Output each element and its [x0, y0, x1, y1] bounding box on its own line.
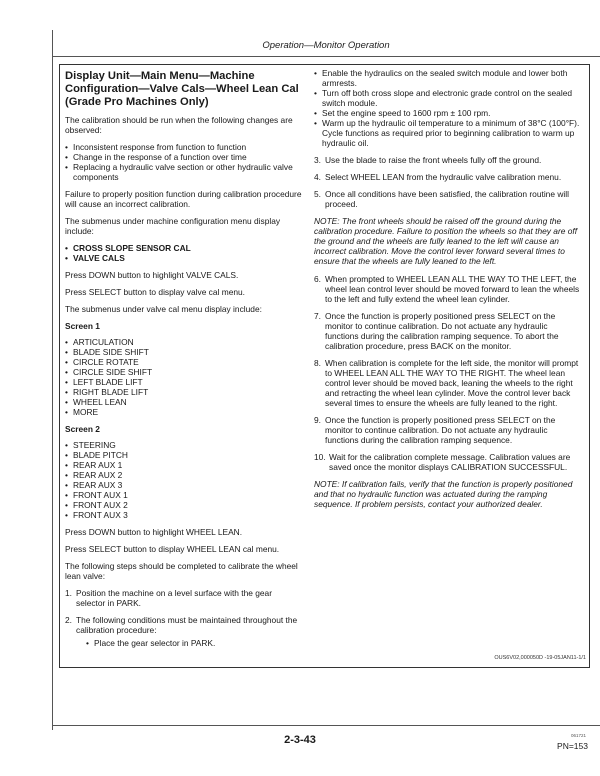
note-2	[314, 479, 582, 509]
pn-label: PN=153	[557, 741, 588, 751]
list-item: • Inconsistent response from function to function	[65, 142, 303, 152]
list-item: • Warm up the hydraulic oil temperature to a minimum of 38°C (100°F). Cycle functions as required prior to beginning calibration to warm up hydraulic oil.	[314, 118, 582, 148]
submenu-intro: The submenus under machine configuration menu display include:	[65, 216, 281, 236]
list-item: • MORE	[65, 407, 303, 417]
step-number: 1.	[65, 588, 72, 598]
intro-text: The calibration should be run when the following changes are observed:	[65, 115, 293, 135]
document-id: OUS6V02,000050D -19-05JAN11-1/1	[494, 655, 586, 661]
list-item: • REAR AUX 3	[65, 480, 303, 490]
list-item: • ARTICULATION	[65, 337, 303, 347]
screen-2-list	[65, 440, 303, 520]
step-1	[65, 588, 303, 608]
right-column	[314, 68, 582, 517]
step-text: The following conditions must be maintained throughout the calibration procedure:	[76, 615, 298, 635]
step-number: 10.	[314, 452, 326, 462]
step-2	[65, 615, 303, 648]
screen-2-label: Screen 2	[65, 424, 100, 434]
failure-text: Failure to properly position function during calibration procedure will cause an incorrect calibration.	[65, 189, 302, 209]
list-item: • Turn off both cross slope and electronic grade control on the sealed switch module.	[314, 88, 582, 108]
list-item: • Enable the hydraulics on the sealed switch module and lower both armrests.	[314, 68, 582, 88]
step-5	[314, 189, 582, 209]
submenu-list	[65, 243, 303, 263]
step-text: Once all conditions have been satisfied, the calibration routine will proceed.	[325, 189, 569, 209]
steps-left	[65, 588, 303, 648]
step-number: 6.	[314, 274, 321, 284]
conditions-list	[314, 68, 582, 148]
step-text: When calibration is complete for the left side, the monitor will prompt to WHEEL LEAN ALL THE WAY TO THE RIGHT. The wheel lean control lever should be moved back, leaning the wheels to the right and retracting the wheel lean cylinder. Move the control lever back several times to ensure the wheels are fully leaned to the right.	[325, 358, 579, 408]
step-number: 5.	[314, 189, 321, 199]
press-select-wheel: Press SELECT button to display WHEEL LEAN cal menu.	[65, 544, 280, 554]
header-rule	[52, 56, 600, 57]
step-number: 9.	[314, 415, 321, 425]
footer-code: 061721	[570, 733, 586, 738]
note-1	[314, 216, 582, 266]
list-item: • BLADE SIDE SHIFT	[65, 347, 303, 357]
note-prefix: NOTE:	[314, 216, 340, 226]
step-6	[314, 274, 582, 304]
press-down-valve: Press DOWN button to highlight VALVE CALS.	[65, 270, 239, 280]
step-number: 7.	[314, 311, 321, 321]
list-item: • CIRCLE SIDE SHIFT	[65, 367, 303, 377]
press-down-wheel: Press DOWN button to highlight WHEEL LEAN.	[65, 527, 243, 537]
step-text: Use the blade to raise the front wheels fully off the ground.	[325, 155, 542, 165]
page-number: 2-3-43	[284, 734, 316, 746]
steps-intro: The following steps should be completed to calibrate the wheel lean valve:	[65, 561, 298, 581]
step-8	[314, 358, 582, 408]
step-2-bullets	[86, 638, 303, 648]
step-text: Position the machine on a level surface with the gear selector in PARK.	[76, 588, 272, 608]
list-item: • Place the gear selector in PARK.	[86, 638, 303, 648]
step-text: Select WHEEL LEAN from the hydraulic valve calibration menu.	[325, 172, 562, 182]
step-10	[314, 452, 582, 472]
step-number: 2.	[65, 615, 72, 625]
list-item: • CIRCLE ROTATE	[65, 357, 303, 367]
step-text: Once the function is properly positioned press SELECT on the monitor to continue calibration. Do not actuate any hydraulic functions during the calibration ramping sequence. To abort the calibration procedure, press BACK on the monitor.	[325, 311, 559, 351]
list-item: • REAR AUX 1	[65, 460, 303, 470]
step-number: 8.	[314, 358, 321, 368]
step-9	[314, 415, 582, 445]
margin-line	[52, 30, 53, 730]
changes-list	[65, 142, 303, 182]
step-text: When prompted to WHEEL LEAN ALL THE WAY TO THE LEFT, the wheel lean control lever should be moved forward to lean the wheels to the left and fully extend the wheel lean cylinder.	[325, 274, 580, 304]
list-item: • Set the engine speed to 1600 rpm ± 100 rpm.	[314, 108, 582, 118]
note-text: The front wheels should be raised off the ground during the calibration procedure. Failure to position the wheels so that they are off the ground and the wheels are fully leaned to the left will cause an incorrect calibration. Move the control lever forward several times to ensure that the wheels are fully leaned to the left.	[314, 216, 578, 266]
list-item: • LEFT BLADE LIFT	[65, 377, 303, 387]
step-number: 3.	[314, 155, 321, 165]
step-3	[314, 155, 582, 165]
list-item: • REAR AUX 2	[65, 470, 303, 480]
screen-1-list	[65, 337, 303, 417]
note-text: If calibration fails, verify that the function is properly positioned and that no hydraulic function was actuated during the ramping sequence. If problem persists, contact your authorized dealer.	[314, 479, 573, 509]
valve-submenu-intro: The submenus under valve cal menu display include:	[65, 304, 262, 314]
list-item: • FRONT AUX 2	[65, 500, 303, 510]
step-text: Once the function is properly positioned press SELECT on the monitor to continue calibration. Do not actuate any hydraulic functions during the calibration ramping sequence.	[325, 415, 556, 445]
list-item: • STEERING	[65, 440, 303, 450]
page-header: Operation—Monitor Operation	[262, 40, 390, 51]
left-column	[65, 68, 303, 655]
footer-rule	[52, 725, 600, 726]
screen-1-label: Screen 1	[65, 321, 100, 331]
press-select-valve: Press SELECT button to display valve cal menu.	[65, 287, 245, 297]
list-item: • RIGHT BLADE LIFT	[65, 387, 303, 397]
step-4	[314, 172, 582, 182]
list-item: • Change in the response of a function over time	[65, 152, 303, 162]
list-item: • Replacing a hydraulic valve section or other hydraulic valve components	[65, 162, 303, 182]
step-7	[314, 311, 582, 351]
section-title: Display Unit—Main Menu—Machine Configuration—Valve Cals—Wheel Lean Cal (Grade Pro Machines Only)	[65, 70, 299, 108]
list-item: • BLADE PITCH	[65, 450, 303, 460]
step-number: 4.	[314, 172, 321, 182]
list-item: • WHEEL LEAN	[65, 397, 303, 407]
note-prefix: NOTE:	[314, 479, 340, 489]
step-text: Wait for the calibration complete message. Calibration values are saved once the monitor displays CALIBRATION SUCCESSFUL.	[329, 452, 571, 472]
list-item: • FRONT AUX 3	[65, 510, 303, 520]
list-item: • FRONT AUX 1	[65, 490, 303, 500]
list-item: • VALVE CALS	[65, 253, 303, 263]
list-item: • CROSS SLOPE SENSOR CAL	[65, 243, 303, 253]
